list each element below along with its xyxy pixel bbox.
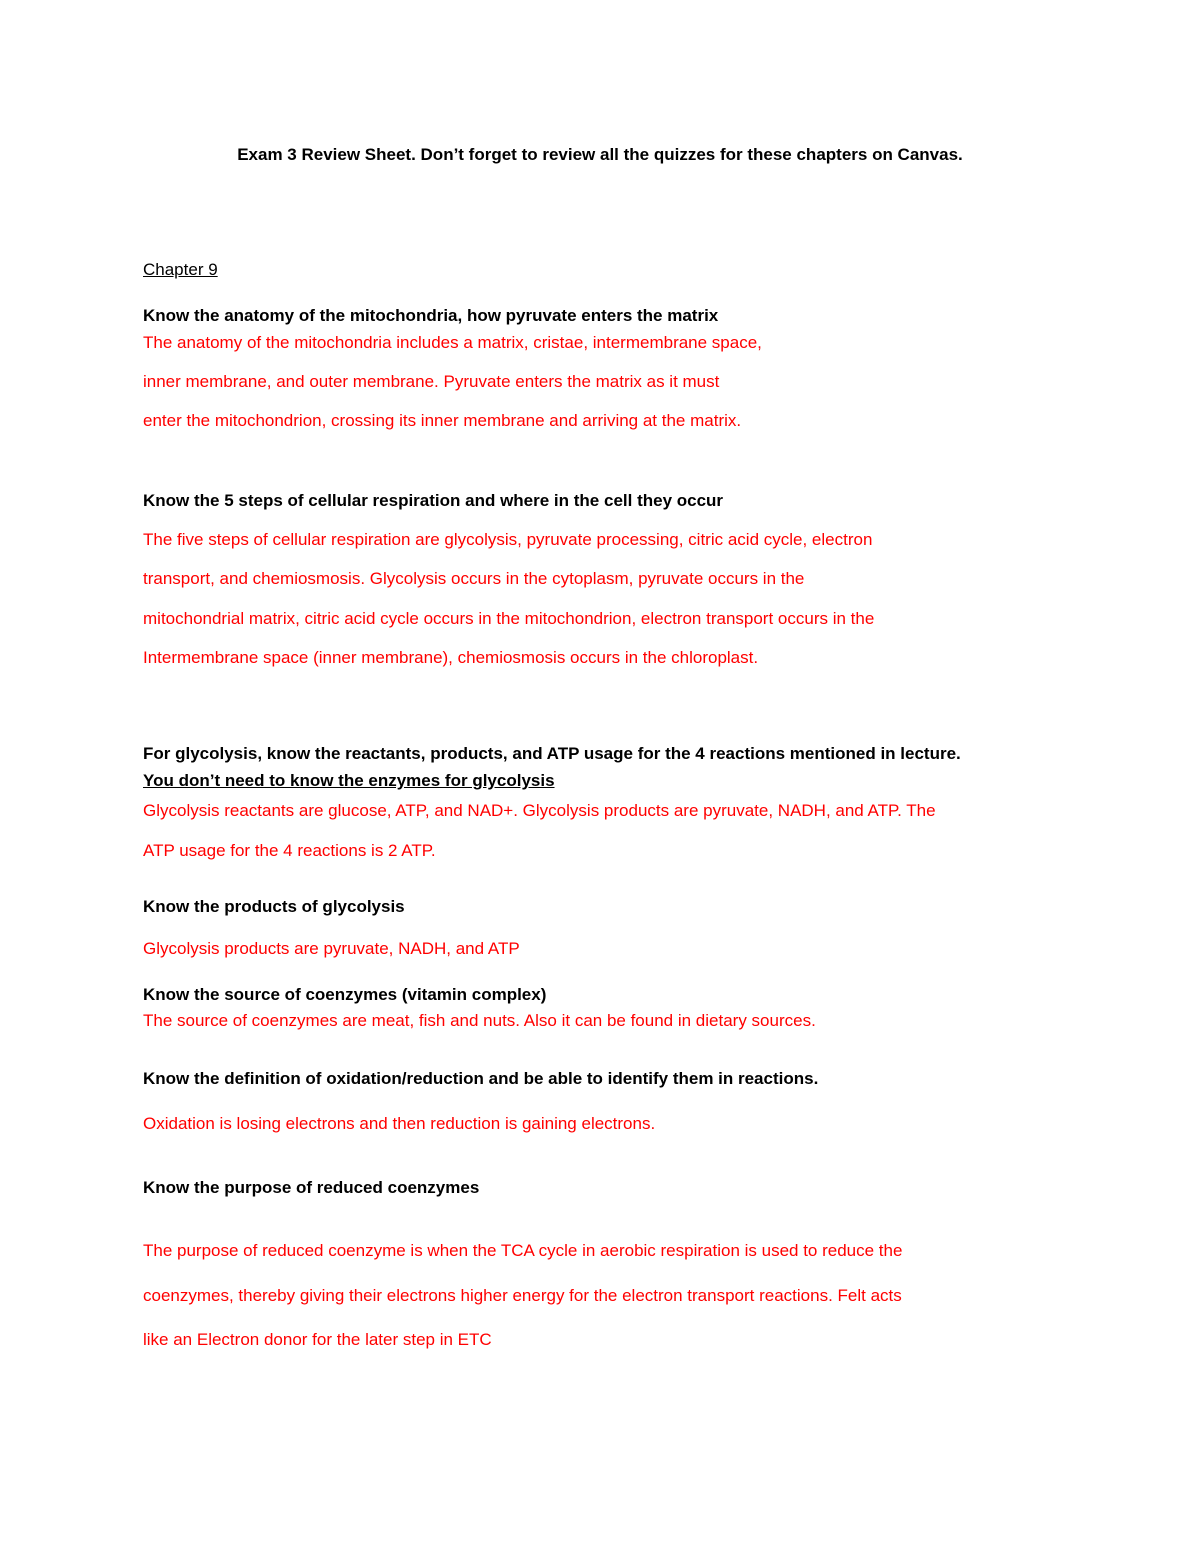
question-4: Know the products of glycolysis: [143, 897, 405, 916]
question-1: Know the anatomy of the mitochondria, how pyruvate enters the matrix: [143, 306, 719, 325]
answer-7-line-3: like an Electron donor for the later step in ETC: [143, 1330, 492, 1349]
question-2: Know the 5 steps of cellular respiration and where in the cell they occur: [143, 491, 724, 510]
answer-3-line-2: ATP usage for the 4 reactions is 2 ATP.: [143, 841, 436, 860]
question-3: For glycolysis, know the reactants, products, and ATP usage for the 4 reactions mentioned in lecture.: [143, 744, 961, 763]
answer-7-line-1: The purpose of reduced coenzyme is when the TCA cycle in aerobic respiration is used to reduce the: [143, 1241, 903, 1260]
chapter-heading: Chapter 9: [143, 260, 218, 279]
answer-2-line-4: Intermembrane space (inner membrane), chemiosmosis occurs in the chloroplast.: [143, 648, 759, 667]
answer-2-line-1: The five steps of cellular respiration are glycolysis, pyruvate processing, citric acid cycle, electron: [143, 530, 873, 549]
answer-6-line-1: Oxidation is losing electrons and then reduction is gaining electrons.: [143, 1114, 656, 1133]
answer-1-line-1: The anatomy of the mitochondria includes a matrix, cristae, intermembrane space,: [143, 333, 762, 352]
question-7: Know the purpose of reduced coenzymes: [143, 1178, 480, 1197]
question-6: Know the definition of oxidation/reduction and be able to identify them in reactions.: [143, 1069, 819, 1088]
answer-7-line-2: coenzymes, thereby giving their electrons higher energy for the electron transport reactions. Felt acts: [143, 1286, 902, 1305]
answer-4-line-1: Glycolysis products are pyruvate, NADH, and ATP: [143, 939, 520, 958]
question-5: Know the source of coenzymes (vitamin complex): [143, 985, 547, 1004]
page-title: Exam 3 Review Sheet. Don’t forget to review all the quizzes for these chapters on Canvas.: [237, 145, 963, 164]
answer-1-line-3: enter the mitochondrion, crossing its inner membrane and arriving at the matrix.: [143, 411, 742, 430]
question-3-note: You don’t need to know the enzymes for glycolysis: [143, 771, 555, 790]
answer-1-line-2: inner membrane, and outer membrane. Pyruvate enters the matrix as it must: [143, 372, 720, 391]
answer-2-line-3: mitochondrial matrix, citric acid cycle occurs in the mitochondrion, electron transport occurs in the: [143, 609, 875, 628]
answer-5-line-1: The source of coenzymes are meat, fish and nuts. Also it can be found in dietary sources.: [143, 1011, 816, 1030]
answer-2-line-2: transport, and chemiosmosis. Glycolysis occurs in the cytoplasm, pyruvate occurs in the: [143, 569, 805, 588]
answer-3-line-1: Glycolysis reactants are glucose, ATP, and NAD+. Glycolysis products are pyruvate, NADH, and ATP. The: [143, 801, 936, 820]
